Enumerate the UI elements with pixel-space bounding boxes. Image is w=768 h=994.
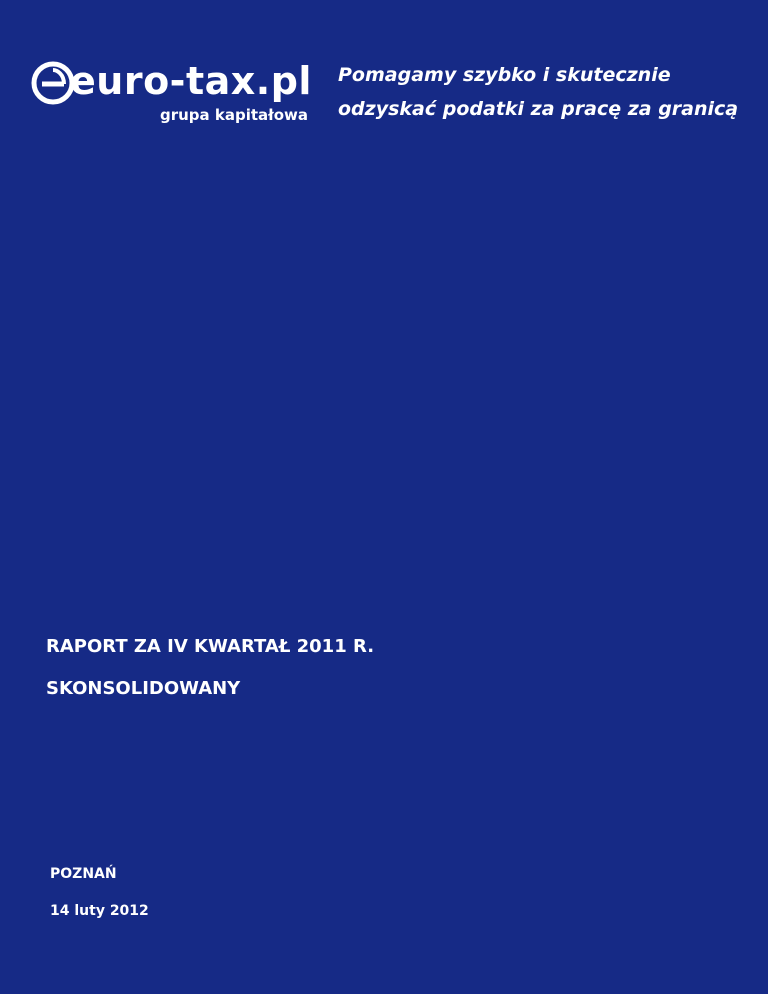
report-title-line-2: SKONSOLIDOWANY <box>46 678 241 699</box>
company-logo <box>30 56 312 128</box>
tagline-line-2: odzyskać podatki za pracę za granicą <box>338 98 739 120</box>
tagline-line-1: Pomagamy szybko i skutecznie <box>338 64 671 86</box>
report-title-line-1: RAPORT ZA IV KWARTAŁ 2011 R. <box>46 636 375 657</box>
report-title <box>46 626 374 710</box>
logo-wordmark: euro-tax.pl <box>70 59 312 103</box>
place: POZNAŃ <box>50 866 117 882</box>
place-and-date <box>50 856 149 930</box>
logo-subtitle: grupa kapitałowa <box>159 106 308 124</box>
date: 14 luty 2012 <box>50 903 149 919</box>
tagline <box>338 58 758 126</box>
